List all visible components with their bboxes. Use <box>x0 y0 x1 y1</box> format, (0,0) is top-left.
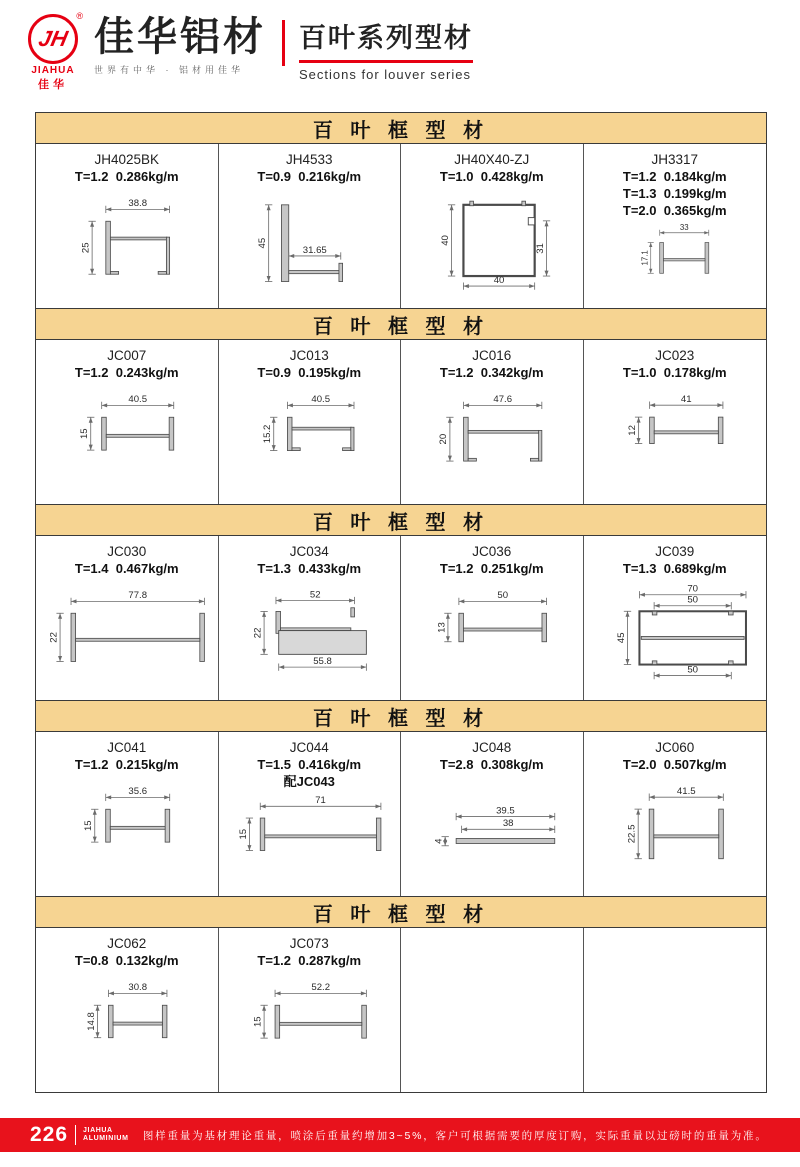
profile-cell <box>219 536 402 700</box>
catalog-table <box>35 112 767 1093</box>
dimension-label: 33 <box>679 223 689 233</box>
header-divider <box>282 20 285 66</box>
profile-drawing <box>401 185 583 308</box>
profile-cell <box>219 340 402 504</box>
series-block <box>299 16 473 82</box>
dimension-label: 13 <box>436 622 448 633</box>
profile-drawing <box>219 381 401 504</box>
profile-section-diagram <box>588 578 763 696</box>
profile-cell <box>219 144 402 308</box>
profile-drawing <box>36 969 218 1092</box>
dimension-label: 40 <box>439 235 451 246</box>
profile-code: JC013 <box>289 348 329 363</box>
profile-code: JC036 <box>472 544 512 559</box>
section-header-band <box>36 896 766 928</box>
profile-drawing <box>584 219 767 308</box>
profile-section-diagram <box>40 774 214 892</box>
profile-spec: T=1.5 0.416kg/m <box>257 757 362 772</box>
profile-spec: T=1.2 0.287kg/m <box>257 953 362 968</box>
footer-divider <box>75 1125 76 1145</box>
dimension-label: 22 <box>48 632 60 643</box>
profile-drawing <box>36 773 218 896</box>
dimension-label: 52 <box>309 589 321 601</box>
section-title: 百 叶 框 型 材 <box>312 511 490 534</box>
profile-spec: T=2.0 0.507kg/m <box>622 757 727 772</box>
profile-drawing <box>401 577 583 700</box>
footer-brand <box>83 1127 128 1143</box>
profile-row <box>36 928 766 1092</box>
profile-code: JH4025BK <box>94 152 160 167</box>
section-title: 百 叶 框 型 材 <box>312 119 490 142</box>
profile-code: JH4533 <box>285 152 333 167</box>
page-number: 226 <box>30 1123 69 1146</box>
dimension-label: 30.8 <box>128 982 148 994</box>
profile-section-diagram <box>223 382 397 500</box>
profile-cell <box>401 732 584 896</box>
profile-code: JC016 <box>472 348 512 363</box>
dimension-label: 38 <box>502 818 514 830</box>
profile-code: JC023 <box>655 348 695 363</box>
dimension-label: 15 <box>251 1016 263 1028</box>
profile-spec: T=1.0 0.178kg/m <box>622 365 727 380</box>
profile-drawing <box>36 577 218 700</box>
profile-drawing <box>36 381 218 504</box>
dimension-label: 12 <box>626 424 638 436</box>
dimension-label: 50 <box>686 594 698 606</box>
profile-code: JC044 <box>289 740 329 755</box>
dimension-label: 15.2 <box>261 424 273 444</box>
section-header-band <box>36 308 766 340</box>
profile-section-diagram <box>588 382 763 500</box>
profile-section-diagram <box>588 220 763 304</box>
profile-code: JC048 <box>472 740 512 755</box>
company-block <box>94 14 266 76</box>
logo-brand-en: JIAHUA <box>31 65 75 76</box>
profile-spec: T=1.2 0.184kg/m <box>622 169 727 184</box>
profile-section-diagram <box>405 382 579 500</box>
section-header-band <box>36 113 766 144</box>
profile-drawing <box>584 577 767 700</box>
section-title: 百 叶 框 型 材 <box>312 903 490 926</box>
profile-cell <box>401 144 584 308</box>
profile-row <box>36 144 766 308</box>
section-header-band <box>36 700 766 732</box>
dimension-label: 17.1 <box>640 250 650 266</box>
dimension-label: 50 <box>497 590 509 602</box>
profile-code: JC062 <box>107 936 147 951</box>
dimension-label: 31.65 <box>302 244 327 256</box>
dimension-label: 52.2 <box>310 982 330 994</box>
profile-cell <box>36 928 219 1092</box>
dimension-label: 50 <box>686 664 698 676</box>
logo-emblem-icon <box>28 11 83 64</box>
profile-code: JC073 <box>289 936 329 951</box>
dimension-label: 15 <box>79 428 91 440</box>
footer-bar <box>0 1118 800 1152</box>
profile-code: JC034 <box>289 544 329 559</box>
profile-section-diagram <box>223 791 397 892</box>
profile-section-diagram <box>223 970 397 1088</box>
dimension-label: 20 <box>438 433 450 445</box>
profile-section-diagram <box>405 186 579 304</box>
section-header-band <box>36 504 766 536</box>
dimension-label: 15 <box>83 820 95 832</box>
profile-section-diagram <box>223 186 397 304</box>
dimension-label: 45 <box>615 632 627 644</box>
footer-note: 图样重量为基材理论重量，喷涂后重量约增加3~5%，客户可根据需要的厚度订购，实际重量以过磅时的重量为准。 <box>142 1129 768 1142</box>
profile-drawing <box>219 969 401 1092</box>
profile-drawing <box>219 790 401 896</box>
dimension-label: 4 <box>433 838 445 844</box>
dimension-label: 22.5 <box>626 824 638 844</box>
profile-spec: T=1.2 0.342kg/m <box>439 365 544 380</box>
profile-section-diagram <box>40 970 214 1088</box>
dimension-label: 77.8 <box>128 590 148 602</box>
section-title: 百 叶 框 型 材 <box>312 315 490 338</box>
profile-cell <box>36 340 219 504</box>
dimension-label: 47.6 <box>493 394 513 406</box>
dimension-label: 41.5 <box>676 785 696 797</box>
dimension-label: 15 <box>237 829 249 840</box>
dimension-label: 35.6 <box>128 786 148 798</box>
dimension-label: 55.8 <box>312 655 332 667</box>
profile-code: JC060 <box>655 740 695 755</box>
dimension-label: 40.5 <box>310 394 330 406</box>
profile-spec: T=1.2 0.251kg/m <box>439 561 544 576</box>
dimension-label: 70 <box>686 583 698 595</box>
profile-cell <box>401 340 584 504</box>
profile-spec: T=1.4 0.467kg/m <box>74 561 179 576</box>
series-subtitle: Sections for louver series <box>299 67 471 82</box>
profile-section-diagram <box>40 382 214 500</box>
profile-row <box>36 340 766 504</box>
profile-drawing <box>36 185 218 308</box>
dimension-label: 31 <box>534 243 546 254</box>
dimension-label: 40 <box>493 274 505 286</box>
dimension-label: 39.5 <box>496 805 515 817</box>
profile-cell <box>401 536 584 700</box>
profile-spec: T=1.2 0.215kg/m <box>74 757 179 772</box>
profile-drawing <box>584 381 767 504</box>
profile-cell <box>584 340 767 504</box>
logo-brand-cn: 佳华 <box>38 79 68 91</box>
profile-code: JC030 <box>107 544 147 559</box>
profile-spec: T=0.8 0.132kg/m <box>74 953 179 968</box>
profile-section-diagram <box>40 578 214 696</box>
dimension-label: 41 <box>680 393 692 405</box>
profile-section-diagram <box>588 774 763 892</box>
profile-spec: 配JC043 <box>283 774 335 789</box>
profile-spec: T=2.8 0.308kg/m <box>439 757 544 772</box>
profile-cell <box>584 732 767 896</box>
dimension-label: 14.8 <box>85 1012 97 1031</box>
company-name: 佳华铝材 <box>94 15 266 59</box>
profile-code: JH3317 <box>651 152 699 167</box>
profile-spec: T=0.9 0.195kg/m <box>257 365 362 380</box>
dimension-label: 71 <box>314 795 326 807</box>
profile-spec: T=1.2 0.243kg/m <box>74 365 179 380</box>
profile-cell <box>584 536 767 700</box>
profile-cell <box>36 144 219 308</box>
profile-cell-empty <box>584 928 767 1092</box>
profile-cell-empty <box>401 928 584 1092</box>
profile-spec: T=1.3 0.689kg/m <box>622 561 727 576</box>
profile-spec: T=1.2 0.286kg/m <box>74 169 179 184</box>
dimension-label: 22 <box>251 627 263 639</box>
dimension-label: 40.5 <box>128 394 148 406</box>
profile-code: JC039 <box>655 544 695 559</box>
profile-spec: T=1.3 0.433kg/m <box>257 561 362 576</box>
profile-section-diagram <box>40 186 214 304</box>
profile-drawing <box>219 185 401 308</box>
profile-section-diagram <box>405 578 579 696</box>
dimension-label: 45 <box>256 237 268 249</box>
profile-code: JH40X40-ZJ <box>454 152 530 167</box>
dimension-label: 25 <box>80 242 92 254</box>
profile-section-diagram <box>405 774 579 892</box>
footer-brand-line2: ALUMINIUM <box>83 1135 129 1142</box>
profile-drawing <box>584 773 767 896</box>
logo-monogram: JH <box>36 26 70 51</box>
page-header <box>22 11 778 94</box>
profile-row <box>36 536 766 700</box>
profile-spec: T=2.0 0.365kg/m <box>622 203 727 218</box>
company-logo <box>22 11 84 92</box>
profile-spec: T=1.3 0.199kg/m <box>622 186 727 201</box>
profile-code: JC041 <box>107 740 147 755</box>
profile-spec: T=0.9 0.216kg/m <box>257 169 362 184</box>
company-slogan: 世界有中华 · 铝材用佳华 <box>94 65 244 75</box>
section-title: 百 叶 框 型 材 <box>312 707 490 730</box>
profile-cell <box>584 144 767 308</box>
series-title: 百叶系列型材 <box>299 16 473 63</box>
profile-spec: T=1.0 0.428kg/m <box>439 169 544 184</box>
profile-cell <box>36 732 219 896</box>
profile-code: JC007 <box>107 348 147 363</box>
profile-cell <box>219 928 402 1092</box>
profile-row <box>36 732 766 896</box>
dimension-label: 38.8 <box>128 198 148 210</box>
profile-drawing <box>401 381 583 504</box>
registered-trademark-icon: ® <box>76 11 83 21</box>
profile-drawing <box>219 577 401 700</box>
profile-section-diagram <box>223 578 397 696</box>
profile-cell <box>219 732 402 896</box>
footer-brand-line1: JIAHUA <box>83 1127 113 1134</box>
profile-cell <box>36 536 219 700</box>
profile-drawing <box>401 773 583 896</box>
